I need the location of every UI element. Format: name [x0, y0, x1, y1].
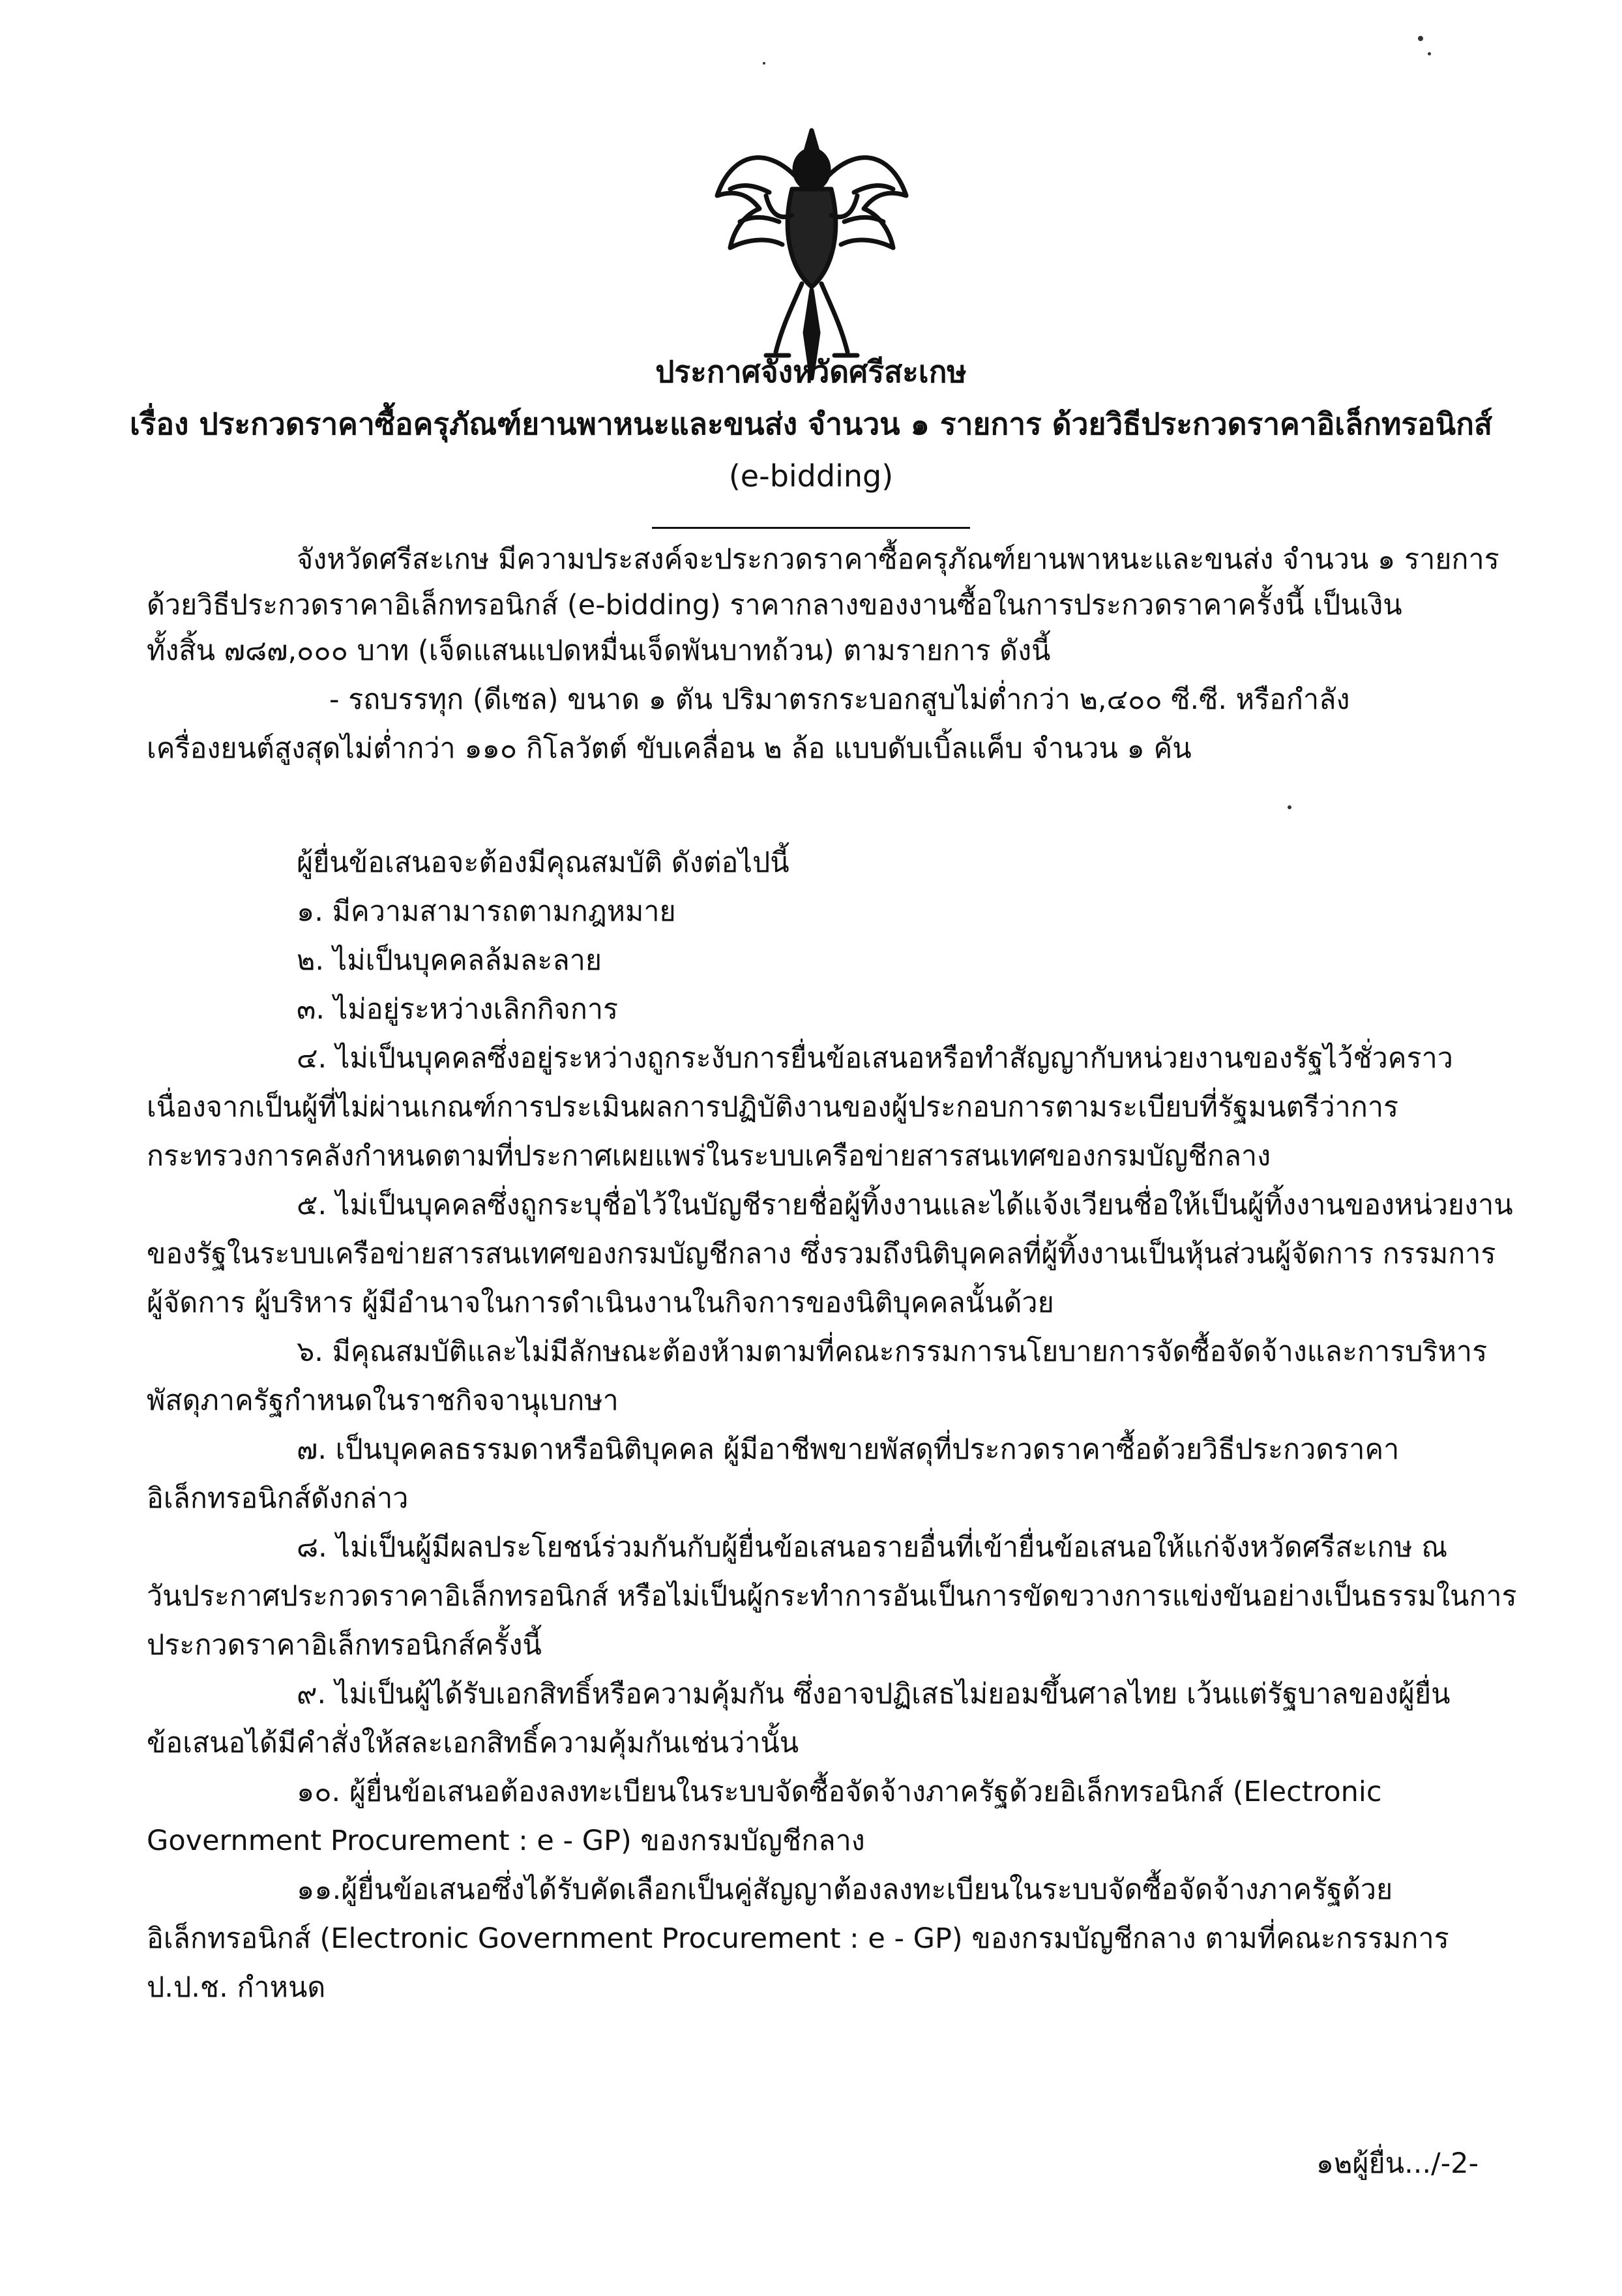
qualification-6-line-2: พัสดุภาครัฐกำหนดในราชกิจจานุเบกษา	[147, 1384, 619, 1417]
qualification-10-line-2: Government Procurement : e - GP) ของกรมบัญชีกลาง	[147, 1825, 865, 1857]
intro-line-3: ทั้งสิ้น ๗๘๗,๐๐๐ บาท (เจ็ดแสนแปดหมื่นเจ็ดพันบาทถ้วน) ตามรายการ ดังนี้	[147, 634, 1051, 667]
continuation-note: ๑๒ผู้ยื่น.../-2-	[1316, 2147, 1479, 2180]
scan-speck	[1288, 805, 1291, 809]
qualification-5-line-2: ของรัฐในระบบเครือข่ายสารสนเทศของกรมบัญชีกลาง ซึ่งรวมถึงนิติบุคคลที่ผู้ทิ้งงานเป็นหุ้นส่วนผู้จัดการ กรรมการ	[147, 1238, 1496, 1270]
qualification-8-line-1: ๘. ไม่เป็นผู้มีผลประโยชน์ร่วมกันกับผู้ยื่นข้อเสนอรายอื่นที่เข้ายื่นข้อเสนอให้แก่จังหวัดศรีสะเกษ ณ	[297, 1531, 1448, 1564]
qualification-4-line-2: เนื่องจากเป็นผู้ที่ไม่ผ่านเกณฑ์การประเมินผลการปฏิบัติงานของผู้ประกอบการตามระเบียบที่รัฐมนตรีว่าการ	[147, 1091, 1399, 1124]
qualification-heading: ผู้ยื่นข้อเสนอจะต้องมีคุณสมบัติ ดังต่อไปนี้	[297, 846, 789, 879]
qualification-9-line-2: ข้อเสนอได้มีคำสั่งให้สละเอกสิทธิ์ความคุ้มกันเช่นว่านั้น	[147, 1727, 799, 1759]
qualification-7-line-1: ๗. เป็นบุคคลธรรมดาหรือนิติบุคคล ผู้มีอาชีพขายพัสดุที่ประกวดราคาซื้อด้วยวิธีประกวดราคา	[297, 1433, 1400, 1466]
qualification-3: ๓. ไม่อยู่ระหว่างเลิกกิจการ	[297, 993, 619, 1026]
qualification-5-line-1: ๕. ไม่เป็นบุคคลซึ่งถูกระบุชื่อไว้ในบัญชีรายชื่อผู้ทิ้งงานและได้แจ้งเวียนชื่อให้เป็นผู้ทิ้งงานของหน่วยงาน	[297, 1189, 1513, 1221]
intro-line-2: ด้วยวิธีประกวดราคาอิเล็กทรอนิกส์ (e-bidding) ราคากลางของงานซื้อในการประกวดราคาครั้งนี้ เป็นเงิน	[147, 589, 1402, 621]
qualification-6-line-1: ๖. มีคุณสมบัติและไม่มีลักษณะต้องห้ามตามที่คณะกรรมการนโยบายการจัดซื้อจัดจ้างและการบริหาร	[297, 1335, 1488, 1368]
scan-speck	[1418, 36, 1423, 41]
qualification-7-line-2: อิเล็กทรอนิกส์ดังกล่าว	[147, 1482, 409, 1515]
announcement-method: (e-bidding)	[728, 458, 894, 494]
qualification-8-line-3: ประกวดราคาอิเล็กทรอนิกส์ครั้งนี้	[147, 1629, 542, 1662]
qualification-1: ๑. มีความสามารถตามกฎหมาย	[297, 895, 676, 928]
qualification-5-line-3: ผู้จัดการ ผู้บริหาร ผู้มีอำนาจในการดำเนินงานในกิจการของนิติบุคคลนั้นด้วย	[147, 1287, 1054, 1319]
qualification-11-line-3: ป.ป.ช. กำหนด	[147, 1971, 326, 2004]
announcement-title: ประกาศจังหวัดศรีสะเกษ	[655, 354, 967, 389]
qualification-9-line-1: ๙. ไม่เป็นผู้ได้รับเอกสิทธิ์หรือความคุ้มกัน ซึ่งอาจปฏิเสธไม่ยอมขึ้นศาลไทย เว้นแต่รัฐบาลของผู้ยื่น	[297, 1678, 1451, 1710]
item-line-2: เครื่องยนต์สูงสุดไม่ต่ำกว่า ๑๑๐ กิโลวัตต์ ขับเคลื่อน ๒ ล้อ แบบดับเบิ้ลแค็บ จำนวน ๑ คัน	[147, 732, 1192, 765]
item-line-1: - รถบรรทุก (ดีเซล) ขนาด ๑ ตัน ปริมาตรกระบอกสูบไม่ต่ำกว่า ๒,๔๐๐ ซี.ซี. หรือกำลัง	[329, 683, 1350, 716]
intro-line-1: จังหวัดศรีสะเกษ มีความประสงค์จะประกวดราคาซื้อครุภัณฑ์ยานพาหนะและขนส่ง จำนวน ๑ รายการ	[297, 543, 1499, 576]
qualification-4-line-3: กระทรวงการคลังกำหนดตามที่ประกาศเผยแพร่ในระบบเครือข่ายสารสนเทศของกรมบัญชีกลาง	[147, 1140, 1271, 1172]
title-divider	[652, 527, 970, 529]
qualification-11-line-2: อิเล็กทรอนิกส์ (Electronic Government Procurement : e - GP) ของกรมบัญชีกลาง ตามที่คณะกรรมการ	[147, 1922, 1449, 1955]
qualification-8-line-2: วันประกาศประกวดราคาอิเล็กทรอนิกส์ หรือไม่เป็นผู้กระทำการอันเป็นการขัดขวางการแข่งขันอย่างเป็นธรรมในการ	[147, 1580, 1517, 1613]
announcement-subject: เรื่อง ประกวดราคาซื้อครุภัณฑ์ยานพาหนะและขนส่ง จำนวน ๑ รายการ ด้วยวิธีประกวดราคาอิเล็กทรอนิกส์	[129, 406, 1493, 441]
qualification-11-line-1: ๑๑.ผู้ยื่นข้อเสนอซึ่งได้รับคัดเลือกเป็นคู่สัญญาต้องลงทะเบียนในระบบจัดซื้อจัดจ้างภาครัฐด้วย	[297, 1873, 1393, 1906]
qualification-2: ๒. ไม่เป็นบุคคลล้มละลาย	[297, 944, 602, 977]
scan-speck	[1428, 52, 1431, 55]
qualification-10-line-1: ๑๐. ผู้ยื่นข้อเสนอต้องลงทะเบียนในระบบจัดซื้อจัดจ้างภาครัฐด้วยอิเล็กทรอนิกส์ (Electronic	[297, 1776, 1382, 1808]
scan-speck	[763, 62, 765, 65]
garuda-emblem-icon	[704, 117, 919, 391]
qualification-4-line-1: ๔. ไม่เป็นบุคคลซึ่งอยู่ระหว่างถูกระงับการยื่นข้อเสนอหรือทำสัญญากับหน่วยงานของรัฐไว้ชั่วคราว	[297, 1042, 1453, 1075]
